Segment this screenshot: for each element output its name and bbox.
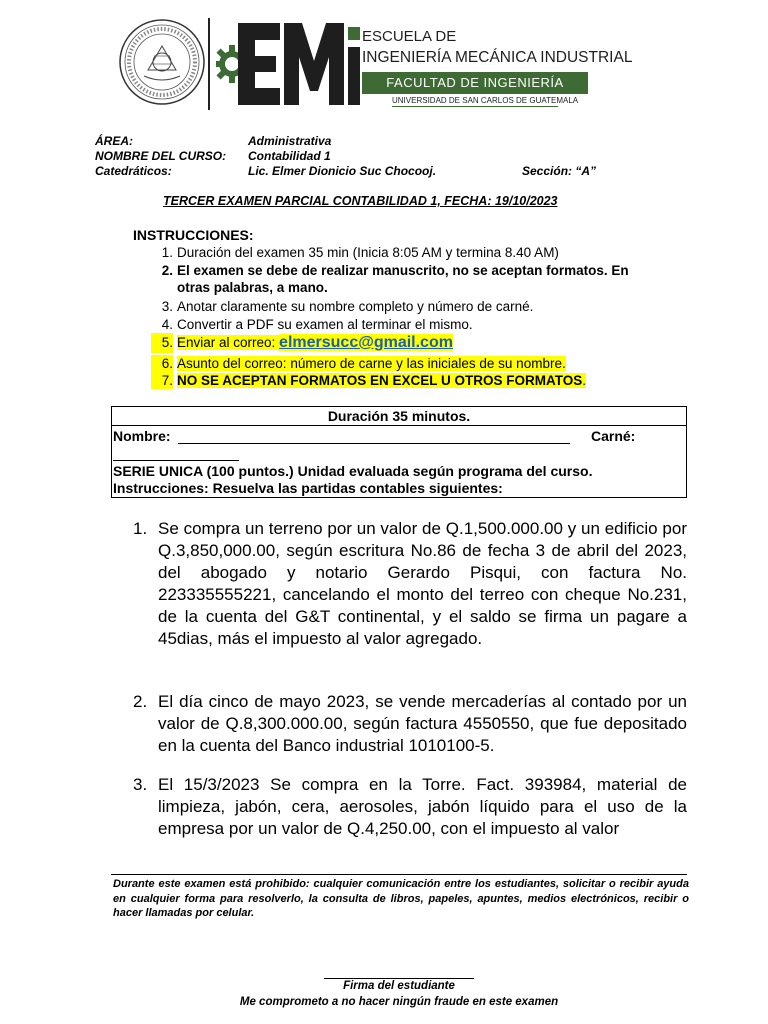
series-label: SERIE UNICA (100 puntos.) Unidad evaluada según programa del curso. — [113, 463, 593, 479]
question-text: Se compra un terreno por un valor de Q.1,500.000.00 y un edificio por Q.3,850,000.00, según escritura No.86 de fecha 3 de abril del 2023, del abogado y notario Gerardo Pisqui, con factura No. 223335555221, cancelando el monto del terreo con cheque No.231, de la cuenta del G&T continental, y el saldo se firma un pagare a 45dias, más el impuesto al valor agregado. — [158, 519, 687, 648]
instruction-item — [151, 298, 533, 315]
instruction-text: Anotar claramente su nombre completo y número de carné. — [177, 299, 534, 314]
instruction-number: 1. — [161, 245, 173, 260]
instruction-number: 5. — [151, 333, 173, 353]
teacher-value: Lic. Elmer Dionicio Suc Chocooj. — [248, 164, 437, 178]
carne-field-line[interactable] — [113, 460, 239, 461]
name-field-line[interactable] — [178, 443, 570, 444]
section-label: Sección: “A” — [522, 164, 597, 178]
email-link[interactable]: elmersucc@gmail.com — [279, 334, 453, 351]
university-seal-logo — [118, 18, 206, 106]
name-label: Nombre: — [113, 428, 171, 444]
question-number: 2. — [133, 692, 148, 711]
duration-label: Duración 35 minutos. — [327, 408, 471, 424]
prohibition-notice: Durante este examen está prohibido: cualquier comunicación entre los estudiantes, solicitar o recibir ayuda en cualquier forma para resolverlo, la consulta de libros, papeles, apuntes, medios electrónicos, recibir o hacer llamadas por celular. — [113, 878, 689, 919]
header-divider — [208, 18, 210, 110]
instruction-item — [151, 355, 566, 372]
instruction-text: Duración del examen 35 min (Inicia 8:05 AM y termina 8.40 AM) — [177, 245, 559, 260]
university-name: UNIVERSIDAD DE SAN CARLOS DE GUATEMALA — [392, 96, 579, 105]
instruction-text: Asunto del correo: número de carne y las iniciales de su nombre. — [177, 356, 566, 371]
school-title: ESCUELA DE — [362, 28, 457, 45]
instruction-number: 4. — [161, 317, 173, 332]
instruction-text: Convertir a PDF su examen al terminar el mismo. — [177, 317, 473, 332]
instruction-number: 3. — [161, 299, 173, 314]
course-label: NOMBRE DEL CURSO: — [95, 149, 227, 163]
instruction-item — [151, 244, 559, 261]
area-value: Administrativa — [248, 134, 332, 148]
box-divider — [112, 425, 686, 426]
school-subtitle: INGENIERÍA MECÁNICA INDUSTRIAL — [362, 49, 633, 66]
instruction-item — [151, 372, 586, 389]
faculty-banner: FACULTAD DE INGENIERÍA — [362, 72, 588, 94]
signature-line[interactable] — [324, 978, 474, 979]
instruction-item — [151, 333, 453, 353]
exam-title: TERCER EXAMEN PARCIAL CONTABILIDAD 1, FECHA: 19/10/2023 — [163, 194, 558, 208]
question-number: 1. — [133, 519, 148, 538]
honor-pledge: Me comprometo a no hacer ningún fraude en este examen — [239, 996, 559, 1008]
instruction-number: 6. — [151, 355, 173, 372]
instruction-number: 2. — [161, 263, 173, 278]
instruction-number: 7. — [151, 372, 173, 389]
teacher-label: Catedráticos: — [95, 164, 172, 178]
footer-divider — [111, 874, 687, 875]
course-value: Contabilidad 1 — [248, 149, 331, 163]
instruction-text-tail: . — [582, 373, 587, 388]
box-instructions: Instrucciones: Resuelva las partidas contables siguientes: — [113, 480, 503, 496]
area-label: ÁREA: — [95, 134, 133, 148]
carne-label: Carné: — [591, 428, 636, 444]
question-number: 3. — [133, 775, 148, 794]
instruction-text: El examen se debe de realizar manuscrito, no se aceptan formatos. En — [177, 263, 629, 278]
instruction-text-continued: otras palabras, a mano. — [177, 280, 328, 295]
instruction-text: NO SE ACEPTAN FORMATOS EN EXCEL U OTROS FORMATOS — [177, 373, 583, 388]
question-text: El 15/3/2023 Se compra en la Torre. Fact. 393984, material de limpieza, jabón, cera, aerosoles, jabón líquido para el uso de la empresa por un valor de Q.4,250.00, con el impuesto al valor — [158, 775, 687, 838]
question-text: El día cinco de mayo 2023, se vende mercaderías al contado por un valor de Q.8,300.000.00, según factura 4550550, que fue depositado en la cuenta del Banco industrial 1010100-5. — [158, 692, 687, 755]
instructions-heading: INSTRUCCIONES: — [133, 227, 254, 243]
signature-label: Firma del estudiante — [343, 980, 455, 992]
emi-logo — [216, 17, 361, 111]
instruction-text: Enviar al correo: — [177, 335, 280, 350]
instruction-item — [151, 316, 473, 333]
university-underline — [392, 106, 558, 107]
instruction-item — [151, 262, 691, 279]
